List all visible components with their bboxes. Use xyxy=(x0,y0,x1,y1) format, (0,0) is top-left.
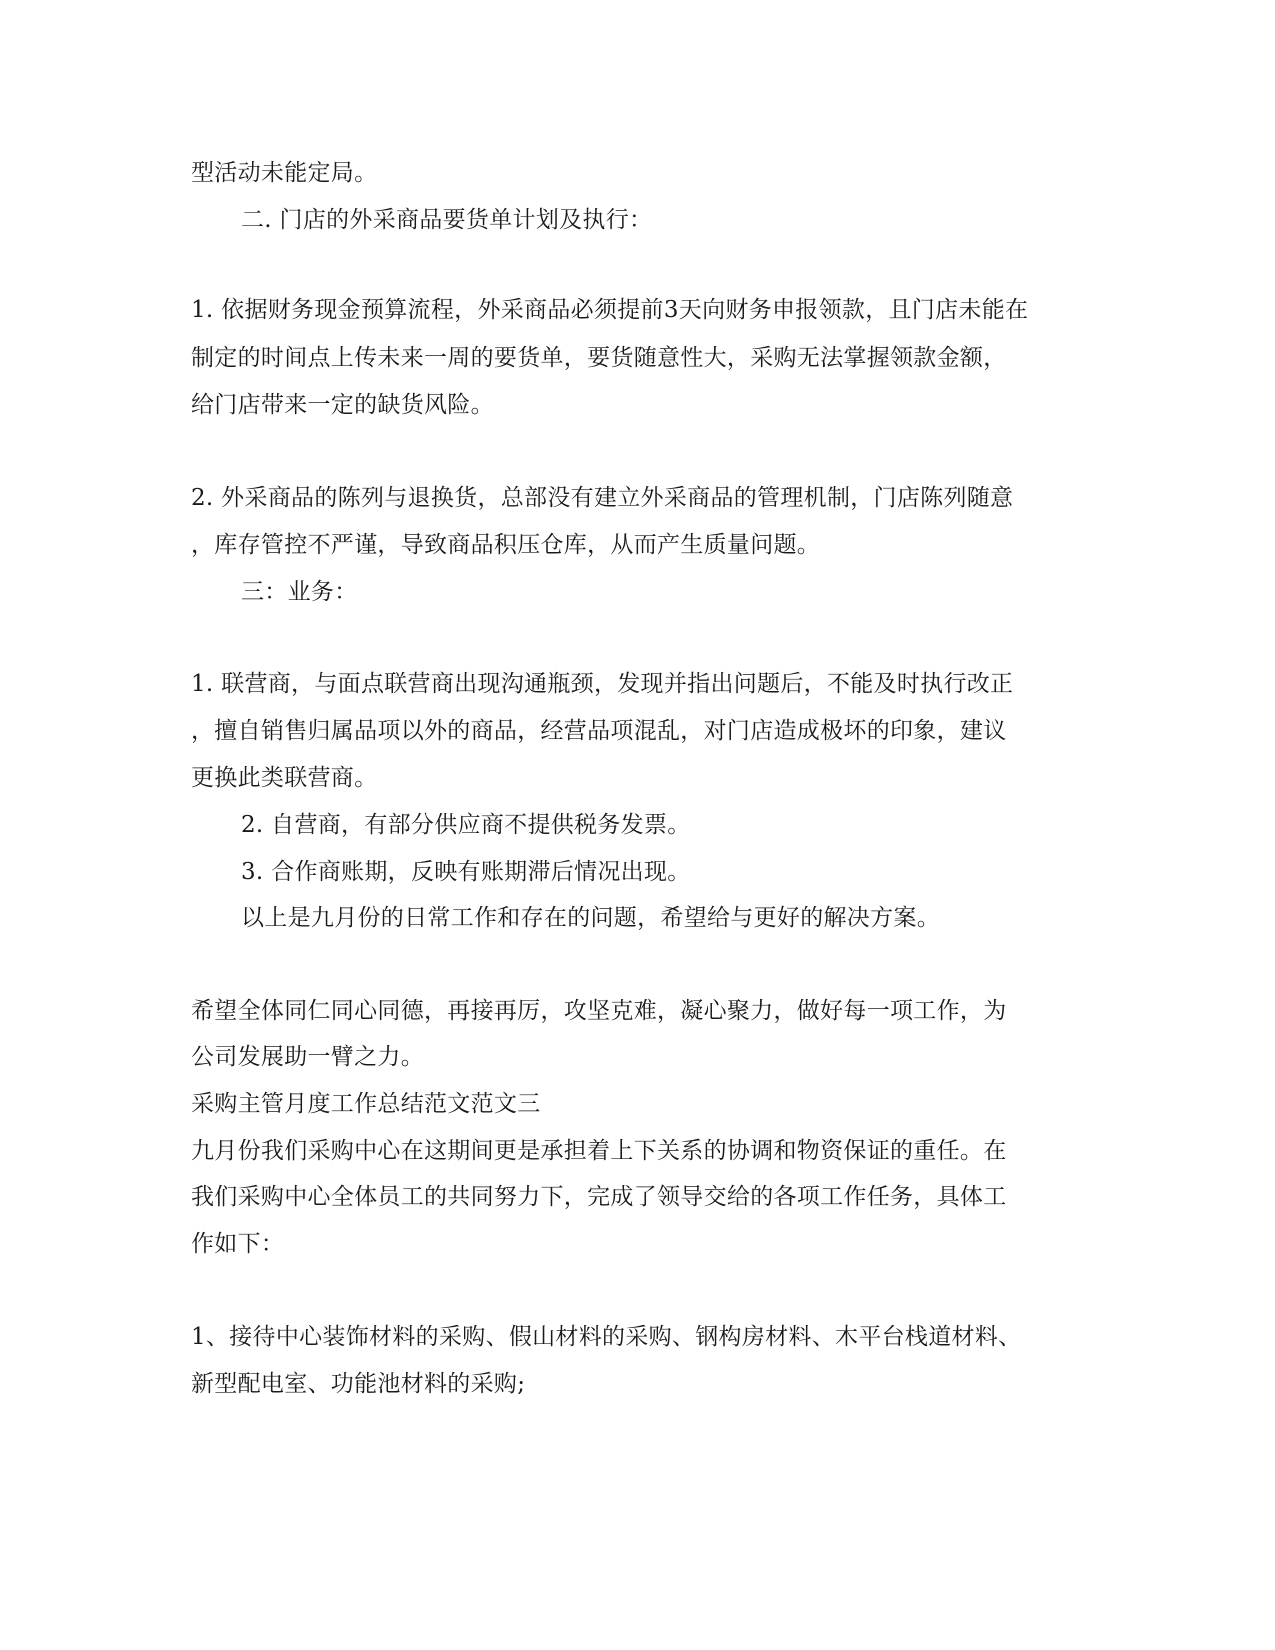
paragraph-line: 制定的时间点上传未来一周的要货单，要货随意性大，采购无法掌握领款金额， xyxy=(191,345,1007,371)
paragraph-line: 1. 联营商，与面点联营商出现沟通瓶颈，发现并指出问题后，不能及时执行改正 xyxy=(191,671,1014,697)
paragraph-line: 我们采购中心全体员工的共同努力下，完成了领导交给的各项工作任务，具体工 xyxy=(191,1184,1007,1210)
section-heading: 三：业务： xyxy=(241,579,358,605)
section-heading: 二. 门店的外采商品要货单计划及执行： xyxy=(241,207,653,233)
paragraph-line: 型活动未能定局。 xyxy=(191,160,378,186)
paragraph-line: 以上是九月份的日常工作和存在的问题，希望给与更好的解决方案。 xyxy=(241,905,940,931)
paragraph-line: 作如下： xyxy=(191,1231,285,1257)
paragraph-line: 更换此类联营商。 xyxy=(191,765,378,791)
paragraph-line: 给门店带来一定的缺货风险。 xyxy=(191,392,494,418)
paragraph-line: 新型配电室、功能池材料的采购; xyxy=(191,1371,526,1397)
paragraph-line: 公司发展助一臂之力。 xyxy=(191,1044,424,1070)
paragraph-line: 希望全体同仁同心同德，再接再厉，攻坚克难，凝心聚力，做好每一项工作，为 xyxy=(191,998,1007,1024)
paragraph-line: 九月份我们采购中心在这期间更是承担着上下关系的协调和物资保证的重任。在 xyxy=(191,1138,1007,1164)
paragraph-line: ，库存管控不严谨，导致商品积压仓库，从而产生质量问题。 xyxy=(191,532,821,558)
paragraph-line: 1、接待中心装饰材料的采购、假山材料的采购、钢构房材料、木平台栈道材料、 xyxy=(191,1324,1022,1350)
paragraph-line: 3. 合作商账期，反映有账期滞后情况出现。 xyxy=(241,859,691,885)
document-subtitle: 采购主管月度工作总结范文范文三 xyxy=(191,1091,541,1117)
paragraph-line: 1. 依据财务现金预算流程，外采商品必须提前3天向财务申报领款，且门店未能在 xyxy=(191,297,1029,323)
paragraph-line: ，擅自销售归属品项以外的商品，经营品项混乱，对门店造成极坏的印象，建议 xyxy=(191,718,1007,744)
paragraph-line: 2. 自营商，有部分供应商不提供税务发票。 xyxy=(241,812,691,838)
paragraph-line: 2. 外采商品的陈列与退换货，总部没有建立外采商品的管理机制，门店陈列随意 xyxy=(191,485,1014,511)
